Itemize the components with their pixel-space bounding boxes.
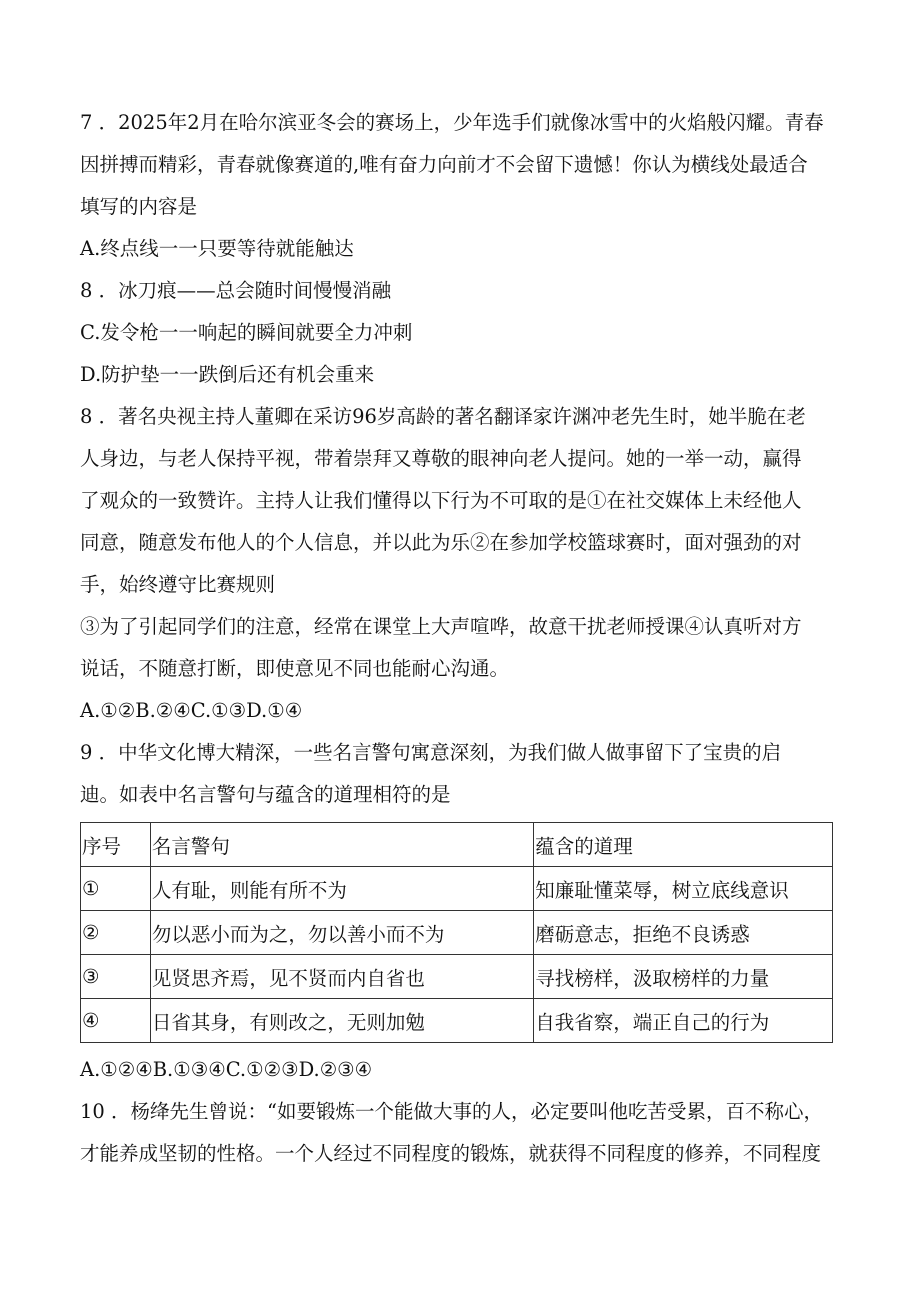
table-cell: 日省其身，有则改之，无则加勉 <box>150 999 533 1043</box>
question-7-option-d: D.防护垫一一跌倒后还有机会重来 <box>80 363 375 386</box>
question-9-stem <box>80 738 840 810</box>
table-cell: ② <box>81 911 151 955</box>
question-8-line: ③为了引起同学们的注意，经常在课堂上大声喧哗，故意干扰老师授课④认真听对方 <box>80 615 802 638</box>
table-header-cell: 名言警句 <box>150 823 533 867</box>
question-10-line: 才能养成坚韧的性格。一个人经过不同程度的锻炼，就获得不同程度的修养，不同程度 <box>80 1142 822 1165</box>
exam-page <box>80 108 840 1181</box>
question-7-line: 7 ．2025年2月在哈尔滨亚冬会的赛场上，少年选手们就像冰雪中的火焰般闪耀。青春 <box>80 111 824 134</box>
question-7-option-c: C.发令枪一一响起的瞬间就要全力冲刺 <box>80 321 413 344</box>
question-7-line: 因拼搏而精彩，青春就像赛道的,唯有奋力向前才不会留下遗憾！你认为横线处最适合 <box>80 153 808 176</box>
table-cell: 自我省察，端正自己的行为 <box>534 999 833 1043</box>
question-7-line: 填写的内容是 <box>80 195 198 218</box>
table-row <box>81 911 833 955</box>
question-8-line: 手，始终遵守比赛规则 <box>80 573 276 596</box>
question-8-line: 了观众的一致赞许。主持人让我们懂得以下行为不可取的是①在社交媒体上未经他人 <box>80 489 802 512</box>
table-header-row <box>81 823 833 867</box>
table-row <box>81 999 833 1043</box>
quotes-table <box>80 822 833 1043</box>
question-10-line: 10 ．杨绛先生曾说：“如要锻炼一个能做大事的人，必定要叫他吃苦受累，百不称心， <box>80 1100 823 1123</box>
question-8-line: 8 ．著名央视主持人董卿在采访96岁高龄的著名翻译家许渊冲老先生时，她半脆在老 <box>80 405 806 428</box>
question-8-line: 同意，随意发布他人的个人信息，并以此为乐②在参加学校篮球赛时，面对强劲的对 <box>80 531 802 554</box>
question-7-option-a: A.终点线一一只要等待就能触达 <box>80 237 354 260</box>
table-cell: ① <box>81 867 151 911</box>
table-header-cell: 蕴含的道理 <box>534 823 833 867</box>
table-cell: ④ <box>81 999 151 1043</box>
table-cell: 磨砺意志，拒绝不良诱惑 <box>534 911 833 955</box>
table-cell: 知廉耻懂菜辱，树立底线意识 <box>534 867 833 911</box>
question-10-stem <box>80 1097 840 1169</box>
question-8-stem-continued <box>80 612 840 684</box>
question-9-line: 迪。如表中名言警句与蕴含的道理相符的是 <box>80 783 451 806</box>
question-8-line: 说话，不随意打断，即使意见不同也能耐心沟通。 <box>80 657 510 680</box>
table-header-cell: 序号 <box>81 823 151 867</box>
question-7-stem <box>80 108 840 222</box>
table-cell: 勿以恶小而为之，勿以善小而不为 <box>150 911 533 955</box>
question-7-option-b: 8 ．冰刀痕——总会随时间慢慢消融 <box>80 279 392 302</box>
question-8-line: 人身边，与老人保持平视，带着崇拜又尊敬的眼神向老人提问。她的一举一动，赢得 <box>80 447 802 470</box>
table-row <box>81 955 833 999</box>
question-9-answer-options: A.①②④B.①③④C.①②③D.②③④ <box>80 1058 373 1081</box>
table-cell: ③ <box>81 955 151 999</box>
question-8-answer-options: A.①②B.②④C.①③D.①④ <box>80 699 303 722</box>
table-cell: 人有耻，则能有所不为 <box>150 867 533 911</box>
table-row <box>81 867 833 911</box>
question-9-line: 9 ．中华文化博大精深，一些名言警句寓意深刻，为我们做人做事留下了宝贵的启 <box>80 741 782 764</box>
table-cell: 见贤思齐焉，见不贤而内自省也 <box>150 955 533 999</box>
question-8-stem <box>80 402 840 600</box>
table-cell: 寻找榜样，汲取榜样的力量 <box>534 955 833 999</box>
